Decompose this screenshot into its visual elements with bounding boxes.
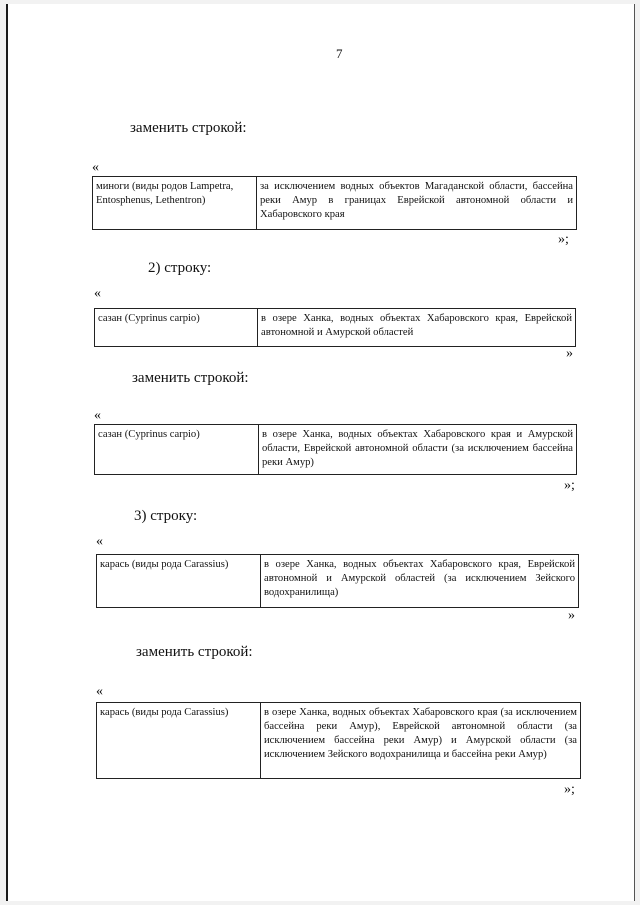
block-3-open-quote: « [94, 408, 101, 423]
block-2-heading: 2) строку: [148, 260, 212, 276]
block-5-table [96, 702, 581, 779]
block-2-table [94, 308, 576, 347]
block-5-open-quote: « [96, 684, 103, 699]
block-4-open-quote: « [96, 534, 103, 549]
block-4-table [96, 554, 579, 608]
species-cell: сазан (Cyprinus carpio) [95, 309, 258, 347]
table-row [97, 555, 579, 608]
block-2-close-quote: » [566, 346, 573, 361]
block-3-close-quote: »; [564, 478, 575, 493]
block-1-open-quote: « [92, 160, 99, 175]
area-cell: в озере Ханка, водных объектах Хабаровского края (за исключением бассейна реки Амур), Еврейской автономной области (за исключением бассейна реки Амур) и Амурской области (за исключением Зейского водохранилища и бассейна реки Амур) [261, 703, 581, 779]
species-cell: сазан (Cyprinus carpio) [95, 425, 259, 475]
table-row [95, 425, 577, 475]
table-row [95, 309, 576, 347]
block-5-heading: заменить строкой: [136, 644, 253, 660]
species-cell: карась (виды рода Carassius) [97, 703, 261, 779]
block-4-heading: 3) строку: [134, 508, 198, 524]
species-cell: карась (виды рода Carassius) [97, 555, 261, 608]
document-page [6, 4, 635, 901]
block-2-open-quote: « [94, 286, 101, 301]
species-cell: миноги (виды родов Lampetra, Entosphenus, Lethentron) [93, 177, 257, 230]
block-3-table [94, 424, 577, 475]
table-row [93, 177, 577, 230]
table-row [97, 703, 581, 779]
block-1-close-quote: »; [558, 232, 569, 247]
area-cell: в озере Ханка, водных объектах Хабаровского края и Амурской области, Еврейской автономной области (за исключением бассейна реки Амур) [259, 425, 577, 475]
block-3-heading: заменить строкой: [132, 370, 249, 386]
area-cell: в озере Ханка, водных объектах Хабаровского края, Еврейской автономной и Амурской областей [258, 309, 576, 347]
block-4-close-quote: » [568, 608, 575, 623]
block-1-table [92, 176, 577, 230]
block-1-heading: заменить строкой: [130, 120, 247, 136]
area-cell: за исключением водных объектов Магаданской области, бассейна реки Амур в границах Еврейской автономной области и Хабаровского края [257, 177, 577, 230]
block-5-close-quote: »; [564, 782, 575, 797]
page-number: 7 [336, 46, 343, 61]
area-cell: в озере Ханка, водных объектах Хабаровского края, Еврейской автономной и Амурской областей (за исключением Зейского водохранилища) [261, 555, 579, 608]
